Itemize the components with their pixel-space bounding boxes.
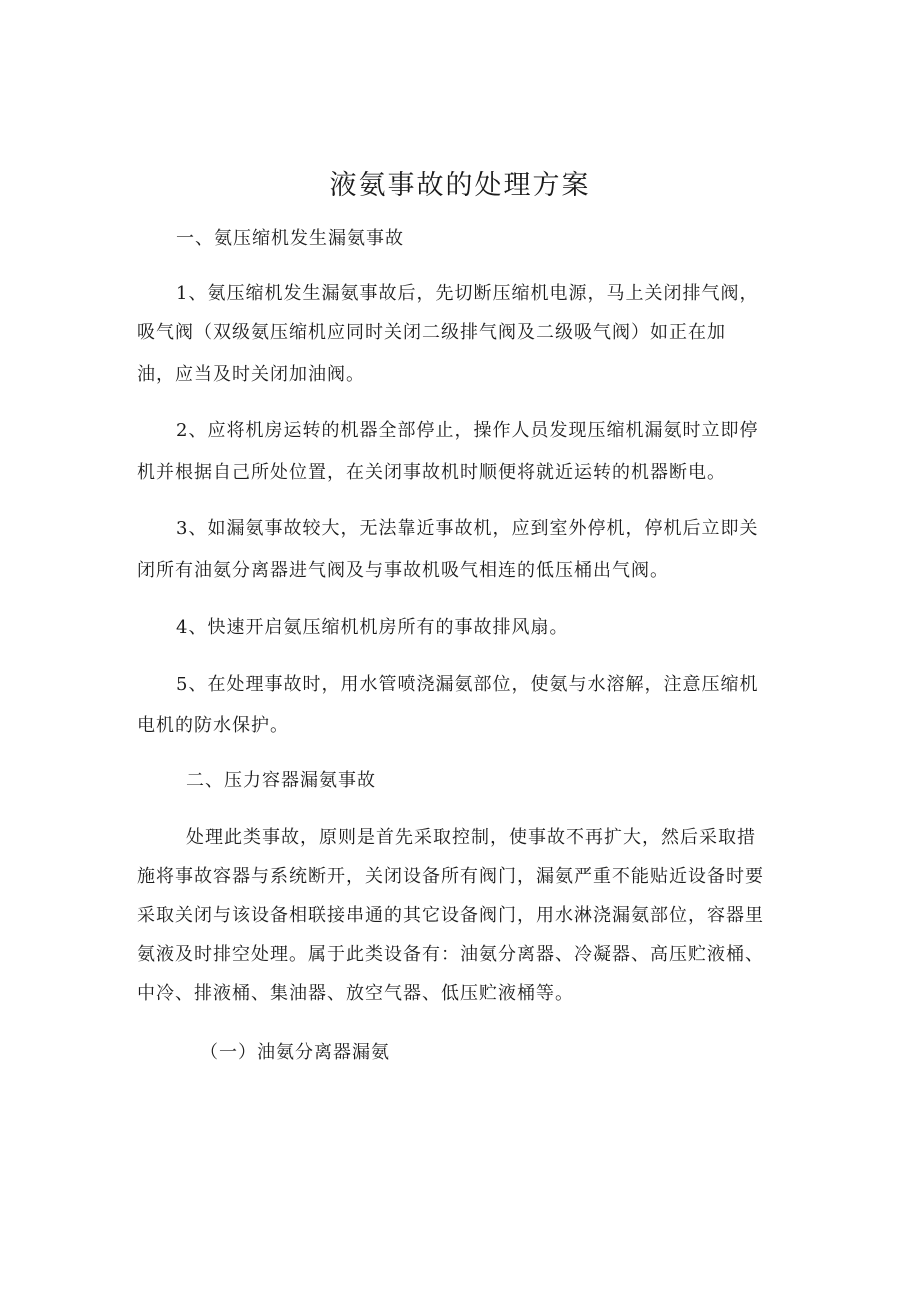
item-3-line-1: 3、如漏氨事故较大，无法靠近事故机，应到室外停机，停机后立即关 — [176, 518, 759, 539]
document-title: 液氨事故的处理方案 — [329, 170, 591, 201]
item-2-line-1: 2、应将机房运转的机器全部停止，操作人员发现压缩机漏氨时立即停 — [176, 420, 759, 441]
section-heading-2: 二、压力容器漏氨事故 — [186, 770, 376, 791]
paragraph-line-5: 中冷、排液桶、集油器、放空气器、低压贮液桶等。 — [137, 983, 574, 1004]
item-5-line-2: 电机的防水保护。 — [137, 715, 289, 736]
item-1-line-2: 吸气阀（双级氨压缩机应同时关闭二级排气阀及二级吸气阀）如正在加 — [137, 322, 726, 343]
item-2-line-2: 机并根据自己所处位置，在关闭事故机时顺便将就近运转的机器断电。 — [137, 462, 726, 483]
item-3-line-2: 闭所有油氨分离器进气阀及与事故机吸气相连的低压桶出气阀。 — [137, 560, 669, 581]
subheading-oil-ammonia-separator: （一）油氨分离器漏氨 — [200, 1042, 390, 1063]
paragraph-line-2: 施将事故容器与系统断开，关闭设备所有阀门，漏氨严重不能贴近设备时要 — [137, 866, 764, 887]
paragraph-line-4: 氨液及时排空处理。属于此类设备有：油氨分离器、冷凝器、高压贮液桶、 — [137, 944, 764, 965]
section-heading-1: 一、氨压缩机发生漏氨事故 — [176, 228, 404, 249]
item-1-line-1: 1、氨压缩机发生漏氨事故后，先切断压缩机电源，马上关闭排气阀， — [176, 283, 759, 304]
item-1-line-3: 油，应当及时关闭加油阀。 — [137, 364, 365, 385]
item-4-line-1: 4、快速开启氨压缩机机房所有的事故排风扇。 — [176, 617, 569, 638]
item-5-line-1: 5、在处理事故时，用水管喷浇漏氨部位，使氨与水溶解，注意压缩机 — [176, 674, 759, 695]
paragraph-line-3: 采取关闭与该设备相联接串通的其它设备阀门，用水淋浇漏氨部位，容器里 — [137, 905, 764, 926]
paragraph-line-1: 处理此类事故，原则是首先采取控制，使事故不再扩大，然后采取措 — [186, 827, 756, 848]
